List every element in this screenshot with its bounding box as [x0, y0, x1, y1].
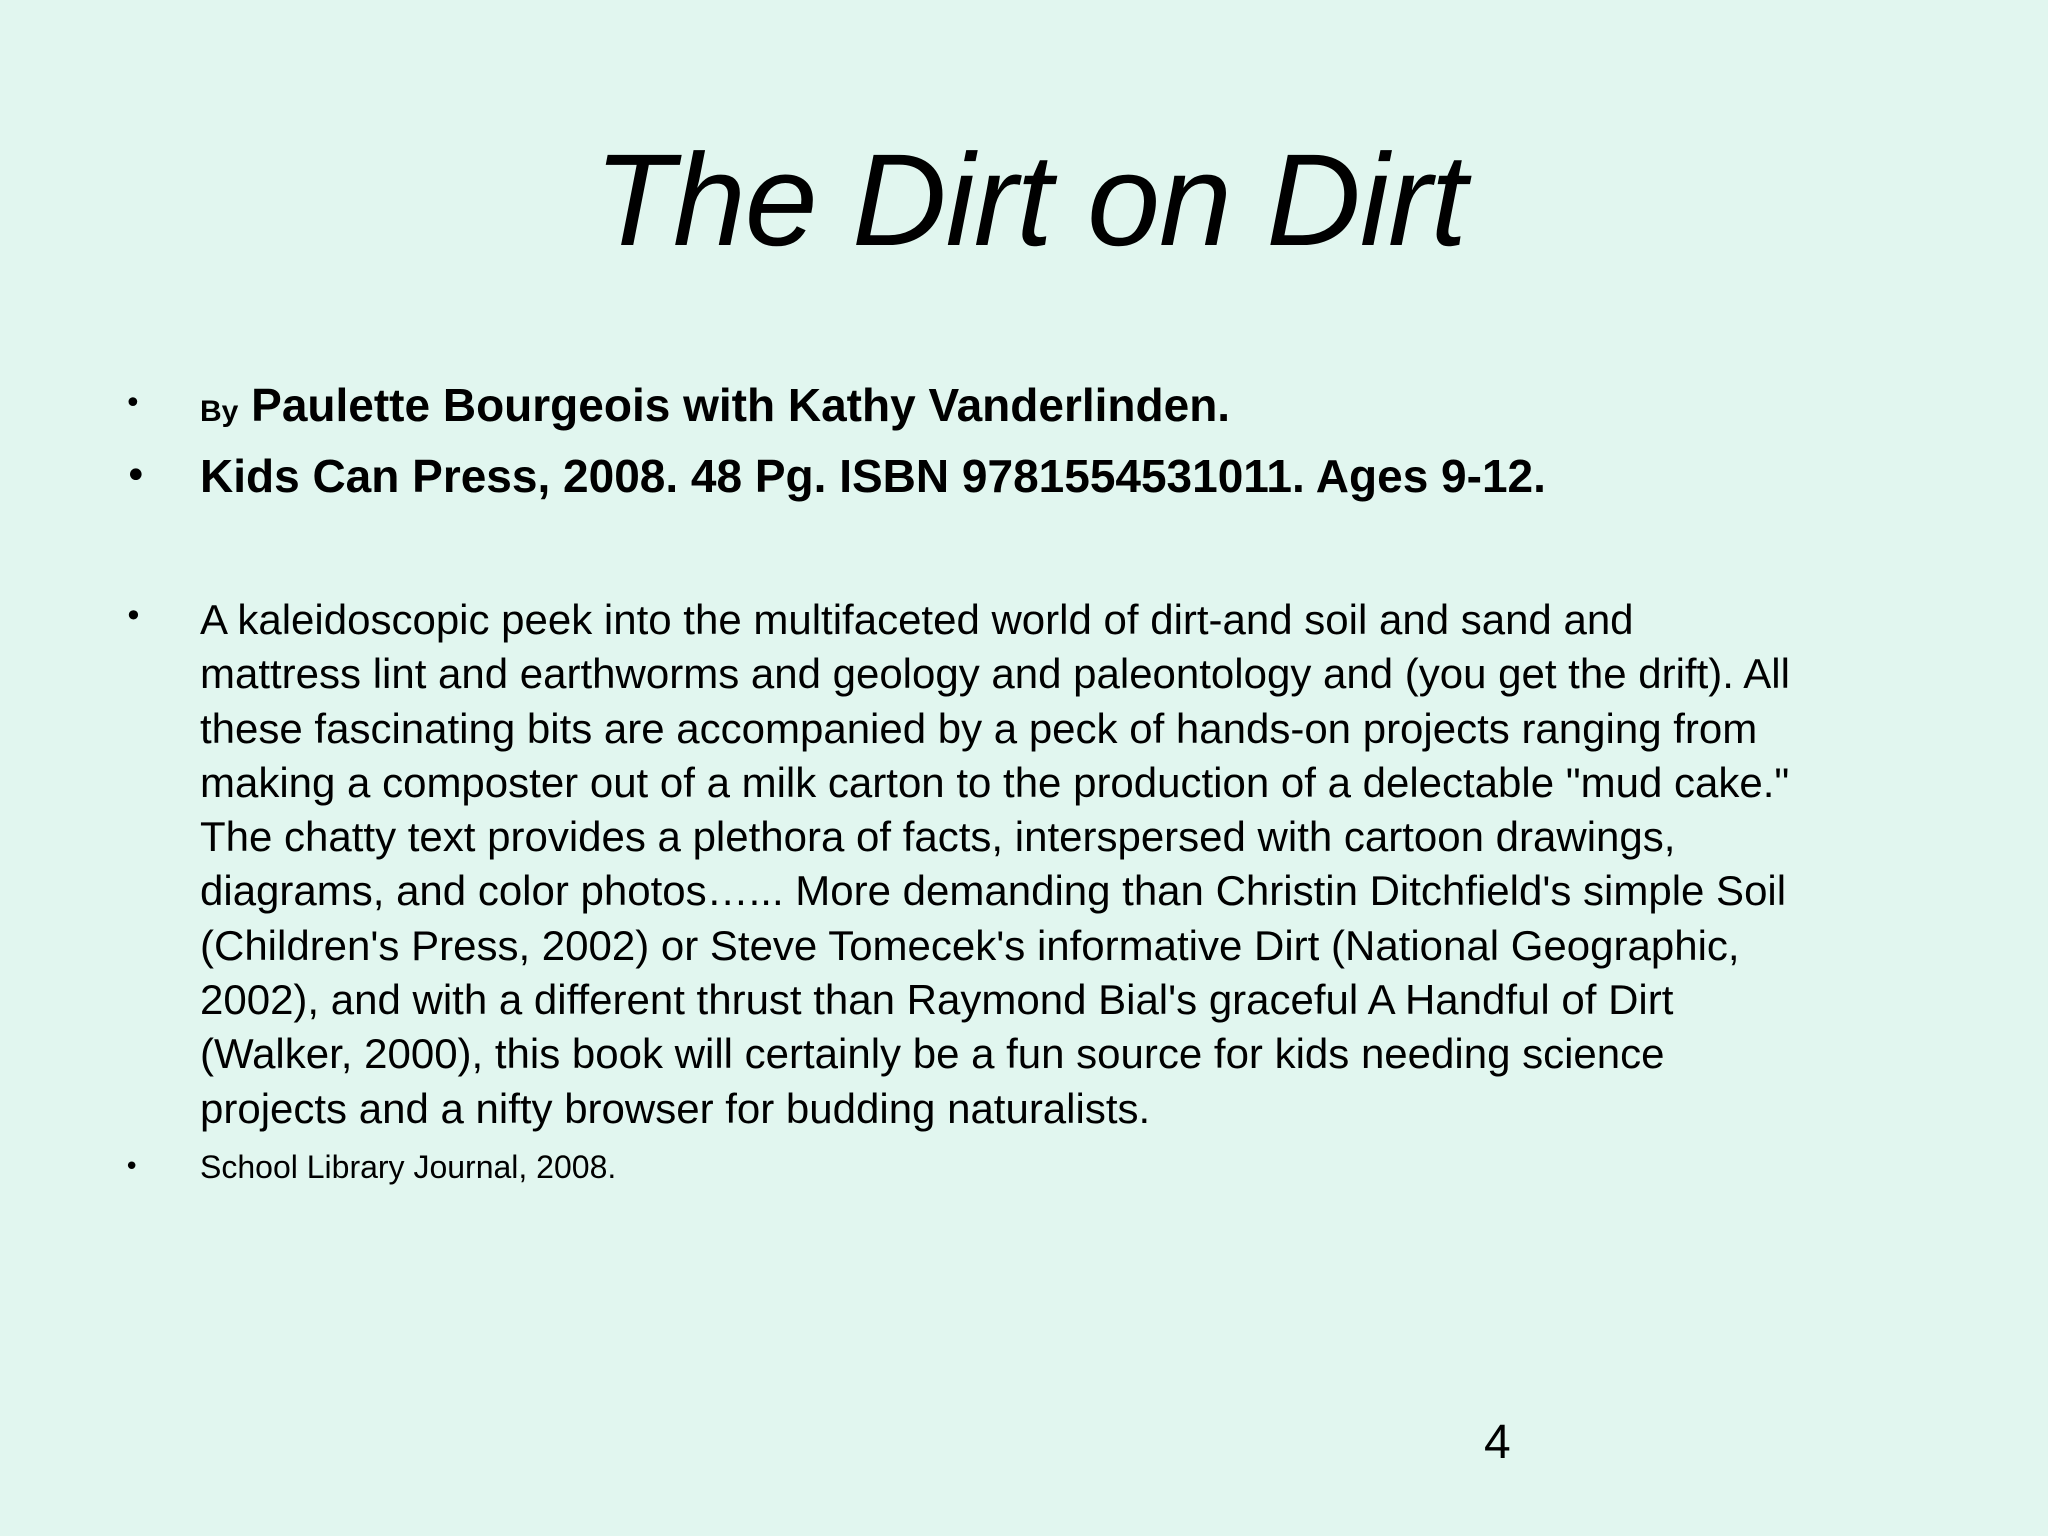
review-paragraph	[200, 593, 1960, 1136]
author-prefix: By	[200, 395, 239, 428]
review-line: mattress lint and earthworms and geology and paleontology and (you get the drift). All	[200, 650, 1790, 698]
publication-line: Kids Can Press, 2008. 48 Pg. ISBN 9781554531011. Ages 9-12.	[200, 450, 1546, 502]
review-line: these fascinating bits are accompanied by a peck of hands-on projects ranging from	[200, 704, 1758, 752]
bullet-icon: •	[124, 386, 142, 421]
author-line	[200, 378, 1230, 439]
review-line: 2002), and with a different thrust than Raymond Bial's graceful A Handful of Dirt	[200, 976, 1674, 1024]
bullet-icon: •	[124, 1152, 140, 1182]
page-number: 4	[1484, 1416, 1511, 1469]
slide-title: The Dirt on Dirt	[593, 126, 1467, 273]
review-line: (Walker, 2000), this book will certainly be a fun source for kids needing science	[200, 1030, 1665, 1078]
review-line: (Children's Press, 2002) or Steve Tomecek's informative Dirt (National Geographic,	[200, 921, 1740, 969]
bullet-icon: •	[124, 453, 148, 499]
review-line: The chatty text provides a plethora of facts, interspersed with cartoon drawings,	[200, 813, 1676, 861]
review-source: School Library Journal, 2008.	[200, 1149, 617, 1185]
review-line: projects and a nifty browser for budding naturalists.	[200, 1084, 1151, 1132]
review-line: making a composter out of a milk carton to the production of a delectable "mud cake."	[200, 758, 1790, 806]
author-names: Paulette Bourgeois with Kathy Vanderlinden.	[251, 379, 1231, 431]
bullet-icon: •	[124, 597, 143, 635]
review-line: diagrams, and color photos…... More demanding than Christin Ditchfield's simple Soil	[200, 867, 1787, 915]
review-line: A kaleidoscopic peek into the multifaceted world of dirt-and soil and sand and	[200, 596, 1634, 643]
